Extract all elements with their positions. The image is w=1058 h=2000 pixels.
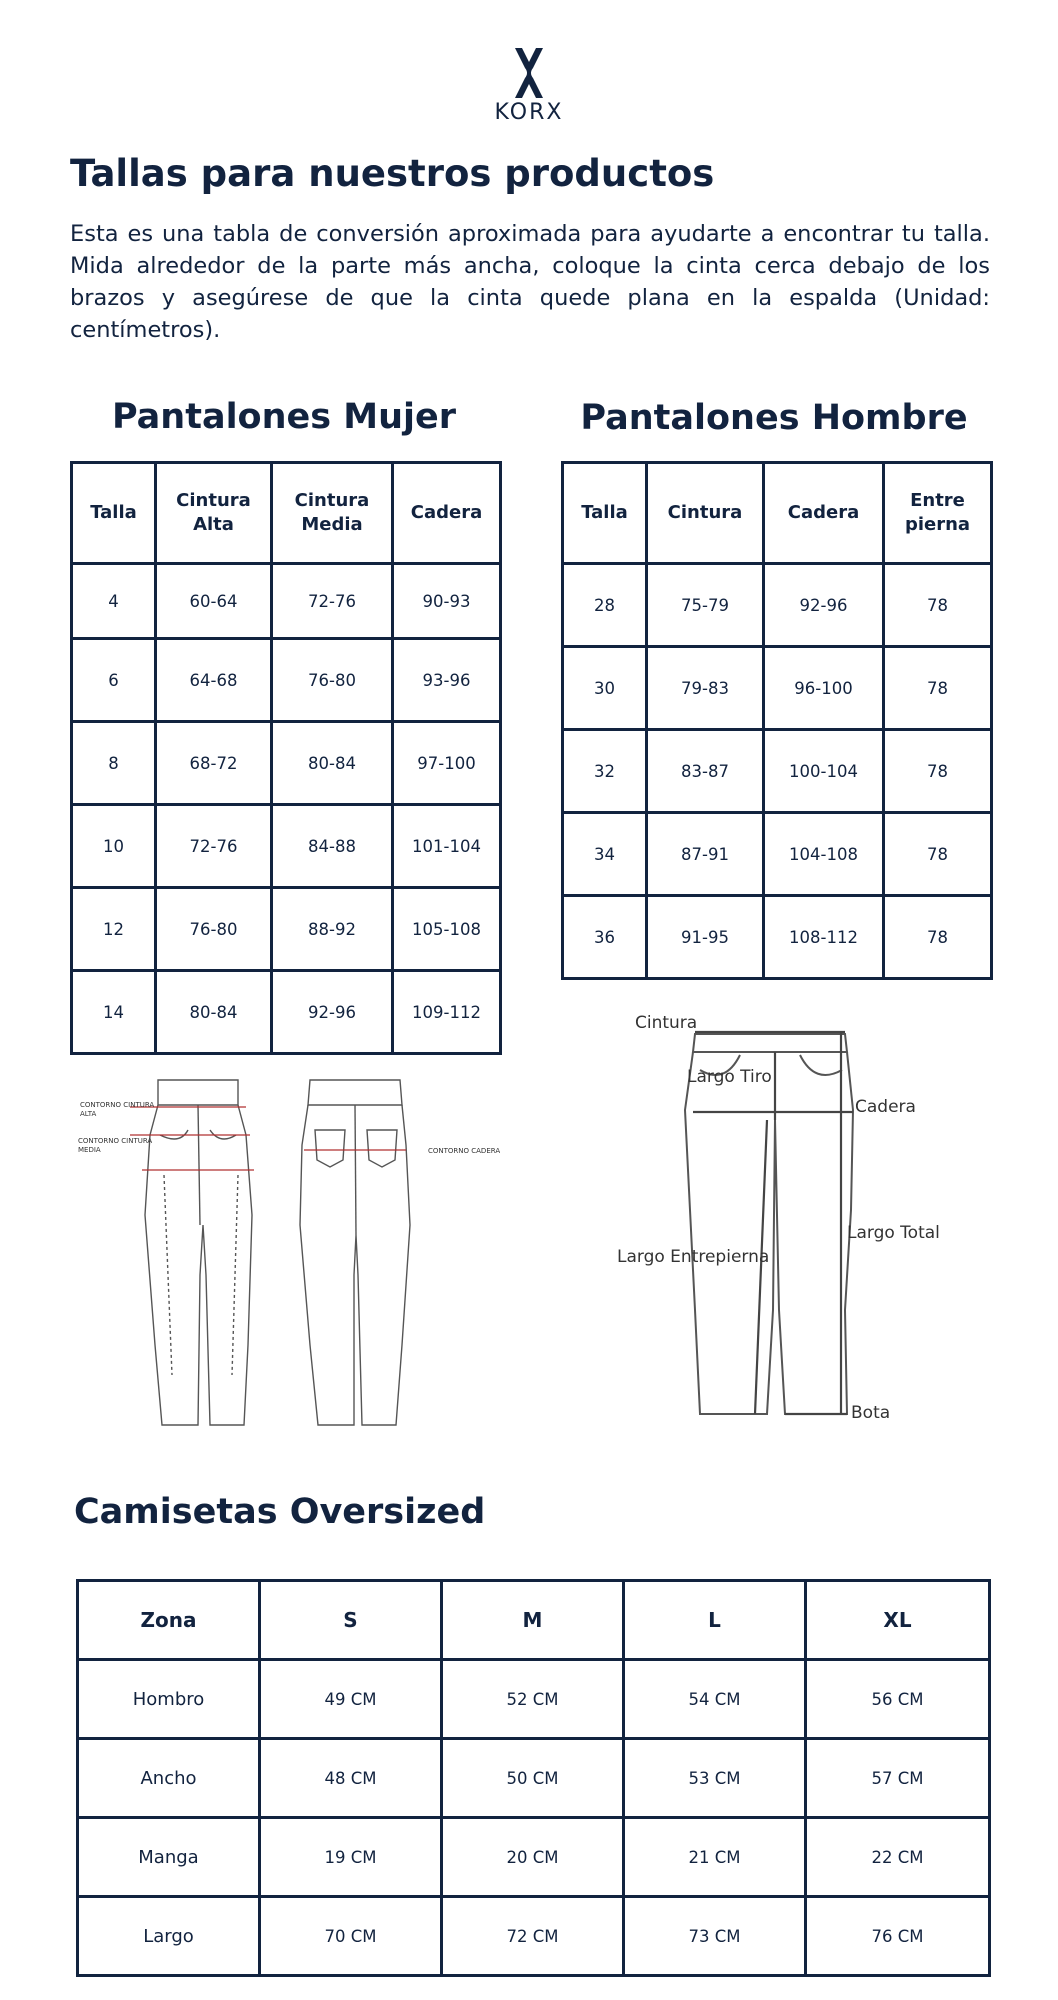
- brand-name: KORX: [494, 100, 564, 125]
- label-largo-total: Largo Total: [847, 1223, 940, 1243]
- page-title: Tallas para nuestros productos: [70, 152, 715, 195]
- table-row: [72, 805, 501, 888]
- table-header-cell: Cadera: [393, 463, 501, 564]
- table-row: [72, 564, 501, 639]
- table-header-cell: Cintura Alta: [156, 463, 272, 564]
- table-row: [78, 1897, 990, 1976]
- table-header-cell: Talla: [72, 463, 156, 564]
- table-cell: 78: [884, 896, 992, 979]
- table-header-cell: Cadera: [764, 463, 884, 564]
- table-header-row: [563, 463, 992, 564]
- table-cell: 36: [563, 896, 647, 979]
- table-cell: 88-92: [272, 888, 393, 971]
- table-cell: 91-95: [647, 896, 764, 979]
- table-cell: 104-108: [764, 813, 884, 896]
- women-size-table: [70, 461, 502, 1055]
- table-cell: 78: [884, 813, 992, 896]
- table-cell: 76 CM: [806, 1897, 990, 1976]
- intro-text: Esta es una tabla de conversión aproximada para ayudarte a encontrar tu talla. Mida alrededor de la parte más ancha, coloque la cinta cerca debajo de los brazos y asegúrese de que la cinta quede plana en la espalda (Unidad: centímetros).: [70, 221, 990, 343]
- table-cell: 64-68: [156, 639, 272, 722]
- table-cell: 50 CM: [442, 1739, 624, 1818]
- table-cell: 72-76: [156, 805, 272, 888]
- table-cell: 108-112: [764, 896, 884, 979]
- table-cell: 73 CM: [624, 1897, 806, 1976]
- men-pants-diagram: [615, 1010, 945, 1430]
- label-contorno-cintura-media: CONTORNO CINTURA MEDIA: [78, 1137, 153, 1154]
- table-header-cell: L: [624, 1581, 806, 1660]
- table-cell: 22 CM: [806, 1818, 990, 1897]
- label-cadera: Cadera: [855, 1097, 916, 1117]
- table-cell: 93-96: [393, 639, 501, 722]
- table-cell: 4: [72, 564, 156, 639]
- table-cell: 70 CM: [260, 1897, 442, 1976]
- table-row: [78, 1739, 990, 1818]
- men-pants-title: Pantalones Hombre: [580, 398, 968, 438]
- table-cell: 72-76: [272, 564, 393, 639]
- table-cell: 60-64: [156, 564, 272, 639]
- table-header-cell: Cintura Media: [272, 463, 393, 564]
- label-bota: Bota: [851, 1403, 891, 1423]
- table-cell: 20 CM: [442, 1818, 624, 1897]
- table-cell: 96-100: [764, 647, 884, 730]
- table-cell: 76-80: [156, 888, 272, 971]
- table-cell: 101-104: [393, 805, 501, 888]
- table-cell: 10: [72, 805, 156, 888]
- table-cell: 87-91: [647, 813, 764, 896]
- table-cell: 92-96: [764, 564, 884, 647]
- table-header-cell: S: [260, 1581, 442, 1660]
- table-cell: 75-79: [647, 564, 764, 647]
- table-row: [563, 730, 992, 813]
- table-row: [72, 722, 501, 805]
- table-row: [563, 647, 992, 730]
- table-cell: Hombro: [78, 1660, 260, 1739]
- men-size-table: [561, 461, 993, 980]
- table-cell: 80-84: [272, 722, 393, 805]
- table-cell: 57 CM: [806, 1739, 990, 1818]
- table-cell: 48 CM: [260, 1739, 442, 1818]
- table-cell: 72 CM: [442, 1897, 624, 1976]
- table-cell: 56 CM: [806, 1660, 990, 1739]
- label-contorno-cadera: CONTORNO CADERA: [428, 1147, 500, 1155]
- table-cell: 53 CM: [624, 1739, 806, 1818]
- table-cell: 80-84: [156, 971, 272, 1054]
- table-cell: 19 CM: [260, 1818, 442, 1897]
- table-header-cell: Talla: [563, 463, 647, 564]
- table-header-row: [78, 1581, 990, 1660]
- table-cell: 78: [884, 564, 992, 647]
- table-row: [72, 971, 501, 1054]
- table-cell: 14: [72, 971, 156, 1054]
- table-cell: Manga: [78, 1818, 260, 1897]
- table-header-cell: XL: [806, 1581, 990, 1660]
- table-row: [563, 813, 992, 896]
- table-header-cell: Cintura: [647, 463, 764, 564]
- table-cell: 78: [884, 647, 992, 730]
- label-contorno-cintura-alta: CONTORNO CINTURA ALTA: [80, 1101, 155, 1118]
- table-row: [563, 564, 992, 647]
- table-cell: 100-104: [764, 730, 884, 813]
- table-cell: 6: [72, 639, 156, 722]
- shirts-title: Camisetas Oversized: [74, 1492, 486, 1532]
- table-header-row: [72, 463, 501, 564]
- label-cintura: Cintura: [635, 1013, 698, 1033]
- table-cell: 32: [563, 730, 647, 813]
- label-largo-tiro: Largo Tiro: [687, 1067, 772, 1087]
- brand-logo: [0, 48, 1058, 125]
- table-row: [78, 1660, 990, 1739]
- table-cell: 28: [563, 564, 647, 647]
- korx-logo-icon: [512, 48, 546, 98]
- table-cell: 52 CM: [442, 1660, 624, 1739]
- table-cell: 49 CM: [260, 1660, 442, 1739]
- table-header-cell: M: [442, 1581, 624, 1660]
- table-cell: 109-112: [393, 971, 501, 1054]
- table-cell: 68-72: [156, 722, 272, 805]
- table-row: [563, 896, 992, 979]
- table-cell: 83-87: [647, 730, 764, 813]
- table-cell: 105-108: [393, 888, 501, 971]
- table-cell: 54 CM: [624, 1660, 806, 1739]
- shirts-size-table: [76, 1579, 991, 1977]
- table-row: [72, 639, 501, 722]
- table-cell: 78: [884, 730, 992, 813]
- table-cell: 79-83: [647, 647, 764, 730]
- table-cell: 90-93: [393, 564, 501, 639]
- label-largo-entrepierna: Largo Entrepierna: [617, 1247, 770, 1267]
- table-cell: 8: [72, 722, 156, 805]
- table-cell: 76-80: [272, 639, 393, 722]
- women-pants-diagram: [70, 1075, 500, 1435]
- table-cell: 97-100: [393, 722, 501, 805]
- table-cell: 12: [72, 888, 156, 971]
- table-cell: 21 CM: [624, 1818, 806, 1897]
- table-cell: Ancho: [78, 1739, 260, 1818]
- table-cell: 30: [563, 647, 647, 730]
- table-row: [72, 888, 501, 971]
- table-cell: 92-96: [272, 971, 393, 1054]
- table-header-cell: Entre pierna: [884, 463, 992, 564]
- table-cell: Largo: [78, 1897, 260, 1976]
- table-cell: 84-88: [272, 805, 393, 888]
- women-pants-title: Pantalones Mujer: [111, 397, 457, 437]
- table-cell: 34: [563, 813, 647, 896]
- table-row: [78, 1818, 990, 1897]
- table-header-cell: Zona: [78, 1581, 260, 1660]
